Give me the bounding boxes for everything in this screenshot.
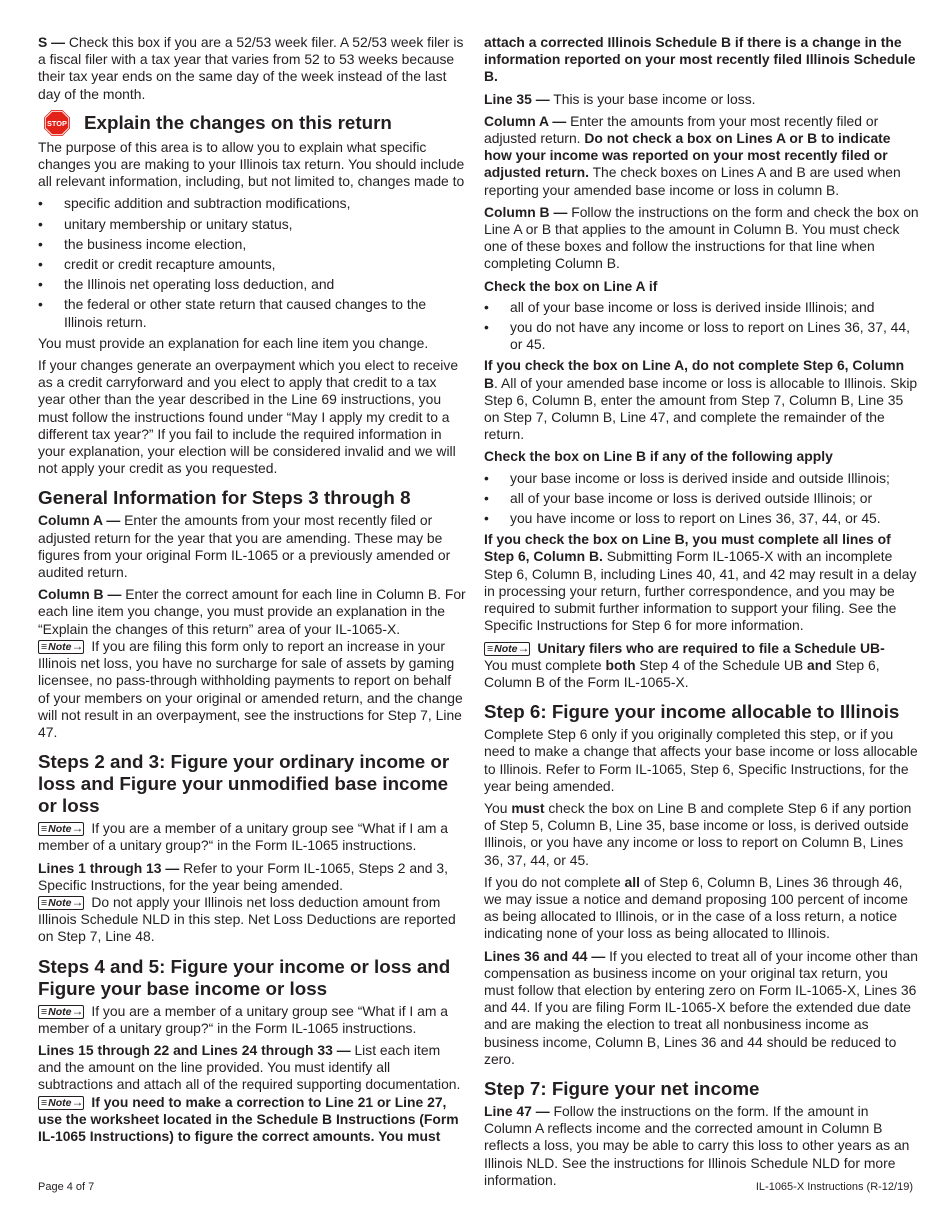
unitary-note: ≡ Note → If you are a member of a unitary group see “What if I am a member of a unitary group?“ in the Form IL-1065 instructions. — [38, 1003, 466, 1037]
list-item: • the federal or other state return that caused changes to the Illinois return. — [38, 296, 466, 330]
unitary-note: ≡ Note → If you are a member of a unitary group see “What if I am a member of a unitary group?“ in the Form IL-1065 instructions. — [38, 820, 466, 854]
right-column — [484, 34, 920, 1194]
line-b-paragraph: If you check the box on Line B, you must complete all lines of Step 6, Column B. Submitting Form IL-1065-X with an incomplete Step 6, Column B, including Lines 40, 41, and 42 may result in a delay in processing your return, further correspondence, and you may be required to submit further information to support your filing. See the Specific Instructions for Step 6 for more information. — [484, 531, 917, 634]
list-item: • you do not have any income or loss to report on Lines 36, 37, 44, or 45. — [484, 319, 920, 353]
list-item: • all of your base income or loss is derived outside Illinois; or — [484, 490, 920, 507]
stop-sign-icon — [44, 110, 70, 136]
steps-2-3-heading: Steps 2 and 3: Figure your ordinary income or loss and Figure your unmodified base income or loss — [38, 751, 450, 817]
stop-sign-label: STOP — [47, 118, 67, 128]
lines-36-44-paragraph: Lines 36 and 44 — If you elected to treat all of your income other than compensation as business income on your original tax return, you must follow that election by entering zero on Form IL-1065-X, Lines 36 and 44. If you are filing Form IL-1065-X before the extended due date and are making the election to treat all nonbusiness income as business income, Column B, Lines 36 and 44 should be reduced to zero. — [484, 947, 918, 1067]
column-a-paragraph: Column A — Enter the amounts from your most recently filed or adjusted return. Do not check a box on Lines A or B to indicate how your income was reported on your most recently filed or adjusted return. The check boxes on Lines A and B are used when reporting your amended base income or loss in column B. — [484, 112, 901, 198]
explain-changes-heading: STOP Explain the changes on this return — [44, 110, 466, 136]
note-icon: ≡ Note → — [38, 822, 84, 836]
note-icon: ≡ Note → — [38, 1005, 84, 1019]
line-a-heading: Check the box on Line A if — [484, 277, 658, 294]
step-6-paragraph: If you do not complete all of Step 6, Column B, Lines 36 through 46, we may issue a notice and demand proposing 100 percent of income as being allocated to Illinois, or in the case of a loss return, a notice indicating none of your loss as being allocated to Illinois. — [484, 873, 908, 942]
step-6-paragraph: Complete Step 6 only if you originally completed this step, or if you need to make a change that affects your base income or loss allocable to Illinois. Refer to Form IL-1065, Step 6, Specific Instructions, for the year being amended. — [484, 726, 918, 794]
credit-carryforward-paragraph: If your changes generate an overpayment which you elect to receive as a credit carryforward and you elect to apply that credit to a tax year other than the year described in the Line 69 instructions, you must follow the instructions found under “May I apply my credit to a different tax year?” If you fail to include the required information in your explanation, your election will be considered invalid and we will not apply your credit as you requested. — [38, 357, 459, 477]
list-item: • all of your base income or loss is derived inside Illinois; and — [484, 299, 920, 316]
lines-1-13-paragraph: Lines 1 through 13 — Refer to your Form IL-1065, Steps 2 and 3, Specific Instructions, for the year being amended. ≡ Note → Do not apply your Illinois net loss deduction amount from Illinois Schedule NLD in this step. Net Loss Deductions are reported on Step 7, Line 48. — [38, 860, 466, 946]
note-icon: ≡ Note → — [38, 896, 84, 910]
explain-bullet-list — [38, 195, 466, 330]
list-item: • the Illinois net operating loss deduction, and — [38, 276, 466, 293]
form-revision: IL-1065-X Instructions (R-12/19) — [755, 1181, 913, 1193]
line-b-bullet-list — [484, 470, 920, 528]
line-b-heading: Check the box on Line B if any of the following apply — [484, 448, 833, 465]
unitary-filers-note: ≡ Note → Unitary filers who are required to file a Schedule UB- You must complete both Step 4 of the Schedule UB and Step 6, Column B of the Form IL-1065-X. — [484, 640, 920, 692]
steps-4-5-heading: Steps 4 and 5: Figure your income or loss and Figure your base income or loss — [38, 955, 451, 999]
list-item: • your base income or loss is derived inside and outside Illinois; — [484, 470, 920, 487]
list-item: • unitary membership or unitary status, — [38, 216, 466, 233]
list-item: • you have income or loss to report on Lines 36, 37, 44, or 45. — [484, 510, 920, 527]
list-item: • credit or credit recapture amounts, — [38, 256, 466, 273]
column-b-paragraph: Column B — Enter the correct amount for each line in Column B. For each line item you change, you must provide an explanation in the “Explain the changes of this return” area of your IL-1065-X. ≡ Note → If you are filing this form only to report an increase in your Illinois net loss, you have no surcharge for sale of assets by gaming licensee, no pass-through withholding payments to report on behalf of your members on your original or amended return, and the change will not result in an overpayment, see the instructions for Step 7, Line 47. — [38, 586, 466, 741]
step-6-heading: Step 6: Figure your income allocable to Illinois — [484, 701, 900, 723]
line-35-paragraph: Line 35 — This is your base income or loss. — [484, 90, 756, 107]
note-icon: ≡ Note → — [38, 640, 84, 654]
line-a-paragraph: If you check the box on Line A, do not complete Step 6, Column B. All of your amended base income or loss is allocable to Illinois. Skip Step 6, Column B, enter the amount from Step 7, Column B, Line 35 on Step 7, Column B, Line 47, and complete the remainder of the return. — [484, 357, 918, 443]
list-item: • specific addition and subtraction modifications, — [38, 195, 466, 212]
left-column — [38, 34, 466, 1150]
column-a-paragraph: Column A — Enter the amounts from your most recently filed or adjusted return for the year that you are amending. These may be figures from your original Form IL-1065 or a previously amended or audited return. — [38, 512, 451, 581]
s-checkbox-instruction: S — Check this box if you are a 52/53 week filer. A 52/53 week filer is a fiscal filer with a tax year that varies from 52 to 53 weeks because their tax year ends on the same day of the week instead of the last day of the month. — [38, 34, 464, 102]
column-b-paragraph: Column B — Follow the instructions on the form and check the box on Line A or B that applies to the amount in Column B. You must check one of these boxes and follow the instructions for that line when completing Column B. — [484, 203, 919, 272]
explain-paragraph: You must provide an explanation for each line item you change. — [38, 334, 429, 351]
list-item: • the business income election, — [38, 236, 466, 253]
step-6-paragraph: You must check the box on Line B and complete Step 6 if any portion of Step 5, Column B, Line 35, base income or loss, is derived outside Illinois, or you have any income or loss to report on Column B, Lines 36, 37, 44, or 45. — [484, 799, 912, 868]
step-7-heading: Step 7: Figure your net income — [484, 1077, 760, 1099]
explain-intro: The purpose of this area is to allow you to explain what specific changes you are making to your Illinois tax return. You should include all relevant information, including, but not limited to, changes made to — [38, 138, 465, 190]
note-icon: ≡ Note → — [38, 1096, 84, 1110]
note-icon: ≡ Note → — [484, 642, 530, 656]
general-info-heading: General Information for Steps 3 through 8 — [38, 487, 411, 509]
line-a-bullet-list — [484, 299, 920, 354]
schedule-b-continuation: attach a corrected Illinois Schedule B if there is a change in the information reported on your most recently filed Illinois Schedule B. — [484, 34, 916, 85]
page-number: Page 4 of 7 — [38, 1181, 95, 1193]
lines-15-33-paragraph: Lines 15 through 22 and Lines 24 through 33 — List each item and the amount on the line provided. You must identify all subtractions and attach all of the required supporting documentation. ≡ Note → If you need to make a correction to Line 21 or Line 27, use the worksheet located in the Schedule B Instructions (Form IL-1065 Instructions) to figure the correct amounts. You must — [38, 1042, 466, 1145]
line-47-paragraph: Line 47 — Follow the instructions on the form. If the amount in Column A reflects income and the corrected amount in Column B reflects a loss, you may be able to carry this loss to other years as an Illinois NLD. See the instructions for Illinois Schedule NLD for more information. — [484, 1102, 910, 1188]
